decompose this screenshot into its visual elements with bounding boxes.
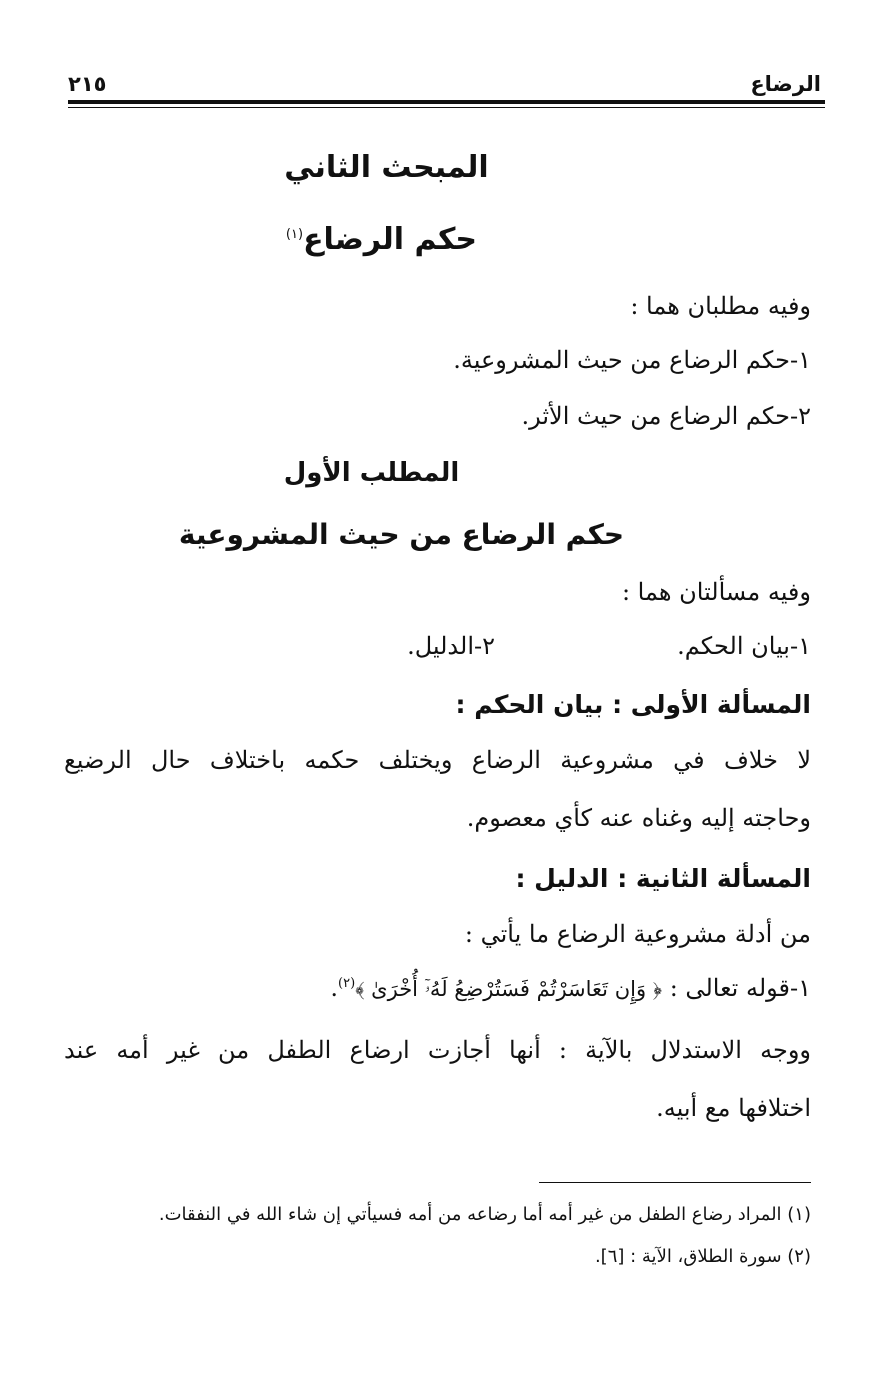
- footnote-rule: [539, 1182, 811, 1183]
- header-rule-thick: [68, 100, 825, 104]
- section-title-text: المطلب الأول: [283, 458, 460, 488]
- running-header: [68, 68, 821, 100]
- intro-item-1: ١-حكم الرضاع من حيث المشروعية.: [453, 346, 811, 374]
- chapter-title: [0, 150, 873, 185]
- section-items: [341, 632, 811, 672]
- section-title: [0, 458, 873, 488]
- reasoning-line-1: ووجه الاستدلال بالآية : أنها أجازت ارضاع الطفل من غير أمه عند: [64, 1036, 811, 1064]
- section-subtitle-text: حكم الرضاع من حيث المشروعية: [178, 518, 625, 551]
- chapter-subtitle-text: حكم الرضاع: [303, 222, 478, 257]
- question-1-line-1: لا خلاف في مشروعية الرضاع ويختلف حكمه باختلاف حال الرضيع: [64, 746, 811, 774]
- footnote-2: (٢) سورة الطلاق، الآية : [٦].: [594, 1246, 811, 1267]
- section-item-1: ١-بيان الحكم.: [677, 632, 811, 660]
- section-lead: وفيه مسألتان هما :: [621, 578, 811, 606]
- question-2-title: المسألة الثانية : الدليل :: [515, 864, 811, 893]
- chapter-subtitle: [0, 222, 873, 257]
- reasoning-line-2: اختلافها مع أبيه.: [656, 1094, 811, 1122]
- running-header-title: الرضاع: [750, 72, 821, 96]
- evidence-prefix: ١-قوله تعالى :: [669, 974, 811, 1002]
- evidence-line: [330, 974, 811, 1002]
- intro-item-2: ٢-حكم الرضاع من حيث الأثر.: [521, 402, 811, 430]
- evidence-end: .: [330, 974, 339, 1002]
- footnote-ref-1: (١): [285, 227, 304, 242]
- section-item-2: ٢-الدليل.: [407, 632, 495, 660]
- intro-lead: وفيه مطلبان هما :: [630, 292, 811, 320]
- footnote-1: (١) المراد رضاع الطفل من غير أمه أما رضاعه من أمه فسيأتي إن شاء الله في النفقات.: [158, 1204, 811, 1225]
- question-1-title: المسألة الأولى : بيان الحكم :: [455, 690, 811, 719]
- page-number: ٢١٥: [68, 72, 107, 96]
- question-1-line-2: وحاجته إليه وغناه عنه كأي معصوم.: [466, 804, 811, 832]
- footnote-ref-2: (٢): [338, 976, 356, 991]
- section-subtitle: [0, 518, 873, 551]
- question-2-lead: من أدلة مشروعية الرضاع ما يأتي :: [464, 920, 811, 948]
- quran-verse: ﴿ وَإِن تَعَاسَرْتُمْ فَسَتُرْضِعُ لَهُۥٓ أُخْرَىٰ ﴾: [355, 977, 663, 1001]
- header-rule-thin: [68, 107, 825, 108]
- chapter-title-text: المبحث الثاني: [284, 150, 489, 185]
